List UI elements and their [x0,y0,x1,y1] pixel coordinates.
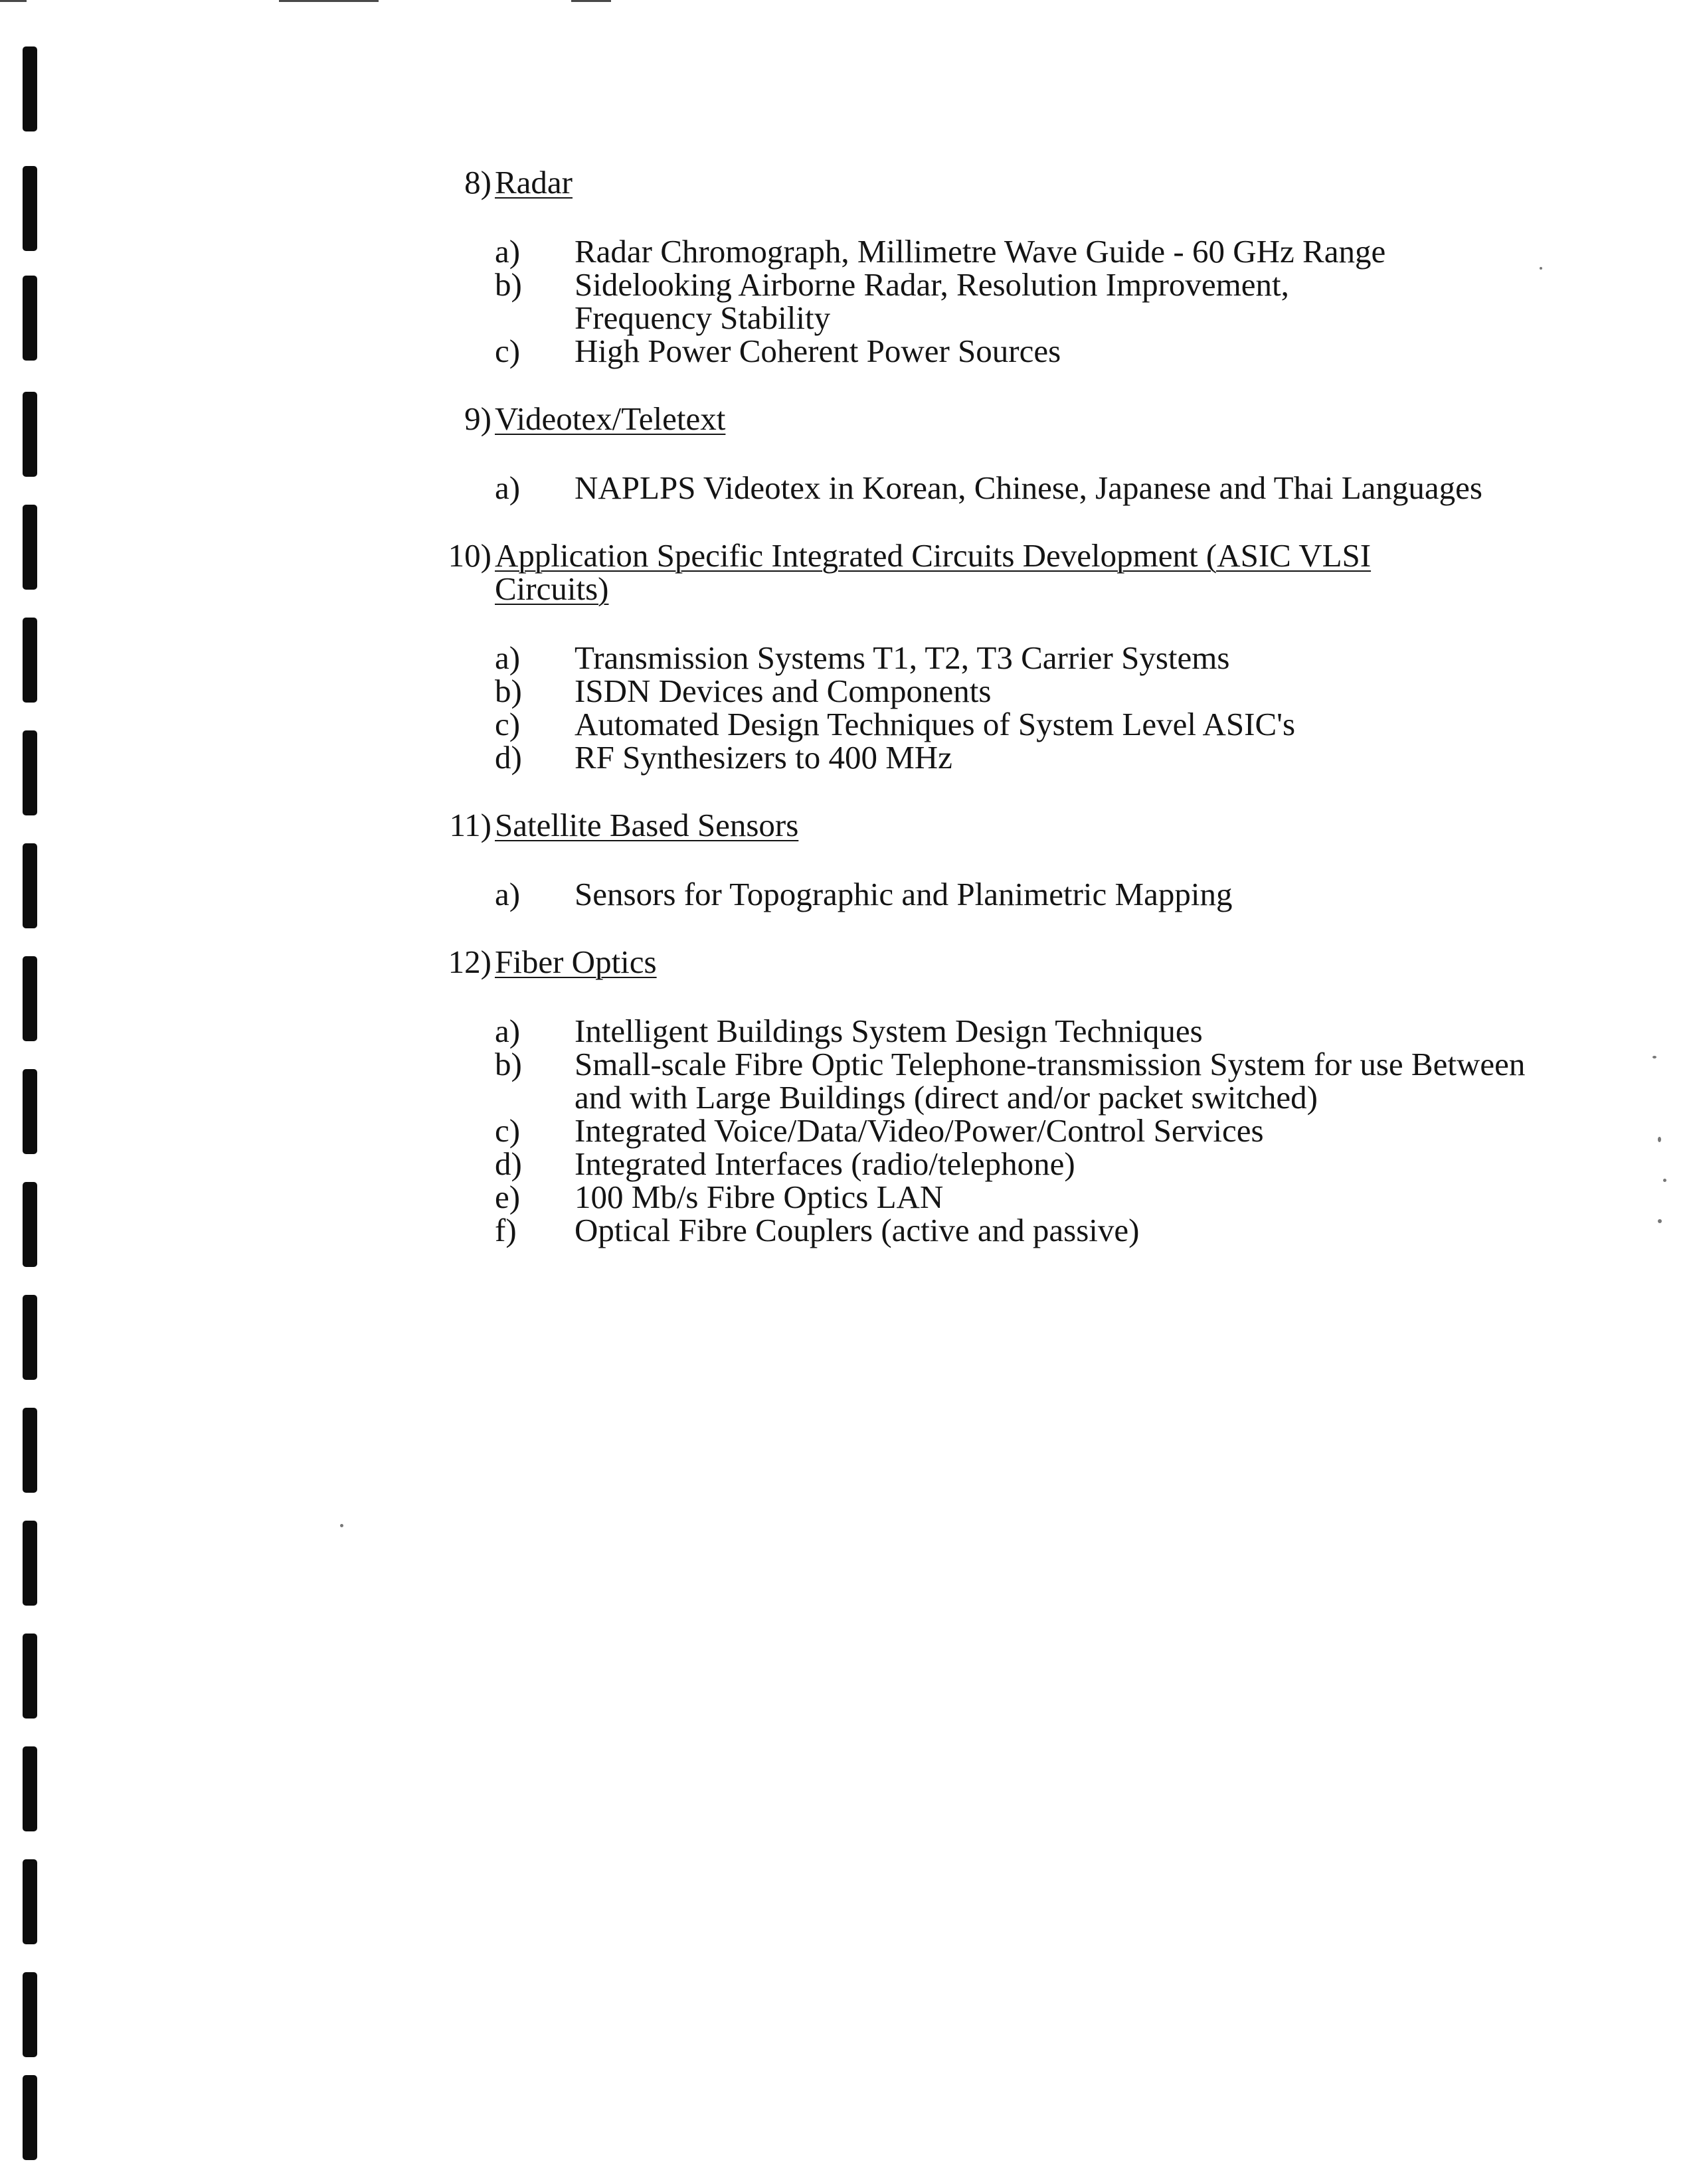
binder-mark [23,1408,37,1493]
scan-speck [1663,1179,1666,1182]
scan-speck [1658,1219,1662,1223]
item-letter: c) [495,706,521,742]
binder-mark [23,618,37,703]
binder-mark [23,1521,37,1606]
item-letter: f) [495,1212,517,1248]
section-number: 9) [464,400,491,437]
binder-mark [23,1182,37,1267]
section-heading [405,539,1561,607]
list-item [405,878,1561,911]
section-title: Application Specific Integrated Circuits Development (ASIC VLSI Circuits) [495,537,1372,607]
section-heading [405,402,1561,437]
section-fiber-optics [405,946,1561,1247]
item-text: Sidelooking Airborne Radar, Resolution Improvement, Frequency Stability [575,266,1289,336]
item-letter: a) [495,876,521,912]
section-satellite-sensors [405,809,1561,911]
item-text: ISDN Devices and Components [575,673,992,709]
section-items [405,878,1561,911]
binder-mark [23,276,37,361]
section-items [405,641,1561,774]
item-text: Sensors for Topographic and Planimetric Mapping [575,876,1233,912]
section-radar [405,166,1561,368]
binder-mark [23,2075,37,2160]
item-text: High Power Coherent Power Sources [575,333,1061,369]
item-text: Integrated Voice/Data/Video/Power/Control Services [575,1112,1264,1149]
list-item [405,641,1561,675]
list-item [405,1048,1561,1114]
item-letter: b) [495,673,522,709]
binder-mark [23,1069,37,1154]
scan-speck [1540,267,1542,270]
binder-mark [23,1972,37,2057]
list-item [405,335,1561,368]
section-items [405,471,1561,505]
item-letter: a) [495,639,521,676]
list-item [405,268,1561,335]
section-videotex [405,402,1561,505]
item-letter: b) [495,1046,522,1082]
item-letter: a) [495,469,521,506]
item-text: Transmission Systems T1, T2, T3 Carrier Systems [575,639,1230,676]
item-letter: d) [495,739,522,776]
list-item [405,1214,1561,1247]
binder-mark [23,46,37,131]
section-title: Videotex/Teletext [495,400,726,437]
binder-mark [23,505,37,590]
list-item [405,1114,1561,1147]
binder-mark [23,392,37,477]
binder-mark [23,1634,37,1719]
item-text: Radar Chromograph, Millimetre Wave Guide - 60 GHz Range [575,233,1386,270]
list-item [405,675,1561,708]
section-heading [405,809,1561,843]
section-title: Fiber Optics [495,944,657,980]
scan-speck [340,1524,343,1527]
list-item [405,1147,1561,1181]
item-text: RF Synthesizers to 400 MHz [575,739,952,776]
binder-mark [23,1295,37,1380]
scan-speck [1658,1137,1661,1142]
item-text: Integrated Interfaces (radio/telephone) [575,1145,1075,1182]
item-text: Small-scale Fibre Optic Telephone-transmission System for use Between and with Large Buildings (direct and/or packet switched) [575,1046,1526,1116]
top-edge-rule [571,0,611,2]
binder-mark [23,956,37,1041]
item-text: 100 Mb/s Fibre Optics LAN [575,1179,944,1215]
section-title: Radar [495,164,573,201]
list-item [405,708,1561,741]
section-number: 8) [464,164,491,201]
section-items [405,1015,1561,1247]
section-heading [405,166,1561,201]
list-item [405,235,1561,268]
scan-speck [1652,1056,1656,1058]
binder-mark [23,1859,37,1944]
top-edge-rule [0,0,27,2]
section-number: 10) [448,537,491,574]
section-number: 11) [449,807,491,843]
outline-list [405,166,1561,1282]
section-number: 12) [448,944,491,980]
item-text: Intelligent Buildings System Design Techniques [575,1013,1203,1049]
list-item [405,1015,1561,1048]
item-text: Automated Design Techniques of System Level ASIC's [575,706,1296,742]
binder-mark [23,166,37,251]
item-text: NAPLPS Videotex in Korean, Chinese, Japanese and Thai Languages [575,469,1482,506]
list-item [405,741,1561,774]
top-edge-rule [279,0,379,2]
section-heading [405,946,1561,980]
item-letter: e) [495,1179,521,1215]
binder-mark [23,1746,37,1831]
item-text: Optical Fibre Couplers (active and passive) [575,1212,1140,1248]
item-letter: a) [495,1013,521,1049]
item-letter: b) [495,266,522,303]
list-item [405,471,1561,505]
section-asic [405,539,1561,774]
binder-mark [23,730,37,815]
binder-mark [23,843,37,928]
list-item [405,1181,1561,1214]
section-title: Satellite Based Sensors [495,807,799,843]
section-items [405,235,1561,368]
item-letter: a) [495,233,521,270]
item-letter: c) [495,1112,521,1149]
item-letter: d) [495,1145,522,1182]
item-letter: c) [495,333,521,369]
binder-punch-marks [23,46,43,2158]
